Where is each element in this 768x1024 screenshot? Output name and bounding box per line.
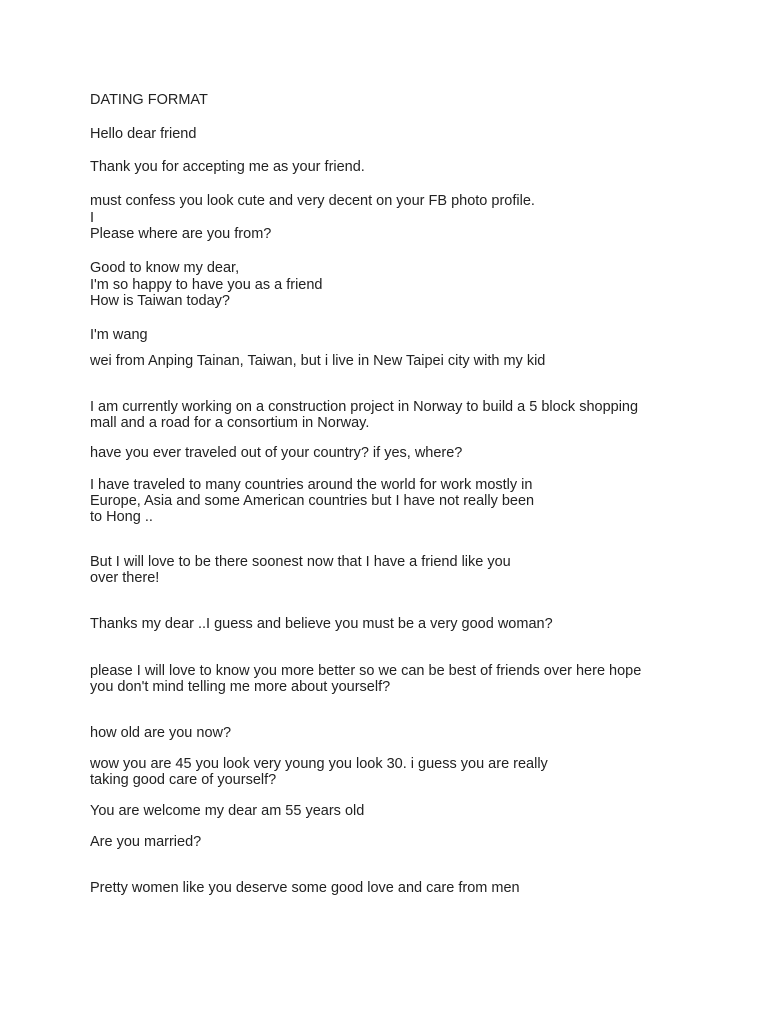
text-line: how old are you now? (90, 725, 232, 741)
text-line: have you ever traveled out of your country? if yes, where? (90, 445, 463, 461)
text-line: Pretty women like you deserve some good love and care from men (90, 880, 520, 896)
text-line: But I will love to be there soonest now that I have a friend like you (90, 554, 511, 570)
document-title: DATING FORMAT (90, 92, 208, 108)
text-line: wow you are 45 you look very young you look 30. i guess you are really (90, 756, 548, 772)
text-line: to Hong .. (90, 509, 153, 525)
text-line: Europe, Asia and some American countries but I have not really been (90, 493, 535, 509)
text-line: please I will love to know you more better so we can be best of friends over here hope (90, 663, 642, 679)
text-line: mall and a road for a consortium in Norway. (90, 415, 370, 431)
text-line: you don't mind telling me more about yourself? (90, 679, 391, 695)
text-line: Please where are you from? (90, 226, 272, 242)
text-line: I have traveled to many countries around the world for work mostly in (90, 477, 533, 493)
text-line: Thank you for accepting me as your friend. (90, 159, 365, 175)
text-line: Are you married? (90, 834, 202, 850)
text-line: wei from Anping Tainan, Taiwan, but i live in New Taipei city with my kid (90, 353, 546, 369)
text-line: I'm so happy to have you as a friend (90, 277, 323, 293)
text-line: Good to know my dear, (90, 260, 240, 276)
text-line: taking good care of yourself? (90, 772, 277, 788)
text-line: I'm wang (90, 327, 148, 343)
text-line: I (90, 210, 95, 226)
text-line: I am currently working on a construction project in Norway to build a 5 block shopping (90, 399, 639, 415)
text-line: over there! (90, 570, 160, 586)
text-line: Thanks my dear ..I guess and believe you must be a very good woman? (90, 616, 553, 632)
text-line: must confess you look cute and very decent on your FB photo profile. (90, 193, 535, 209)
text-line: How is Taiwan today? (90, 293, 230, 309)
text-line: You are welcome my dear am 55 years old (90, 803, 365, 819)
text-line: Hello dear friend (90, 126, 197, 142)
